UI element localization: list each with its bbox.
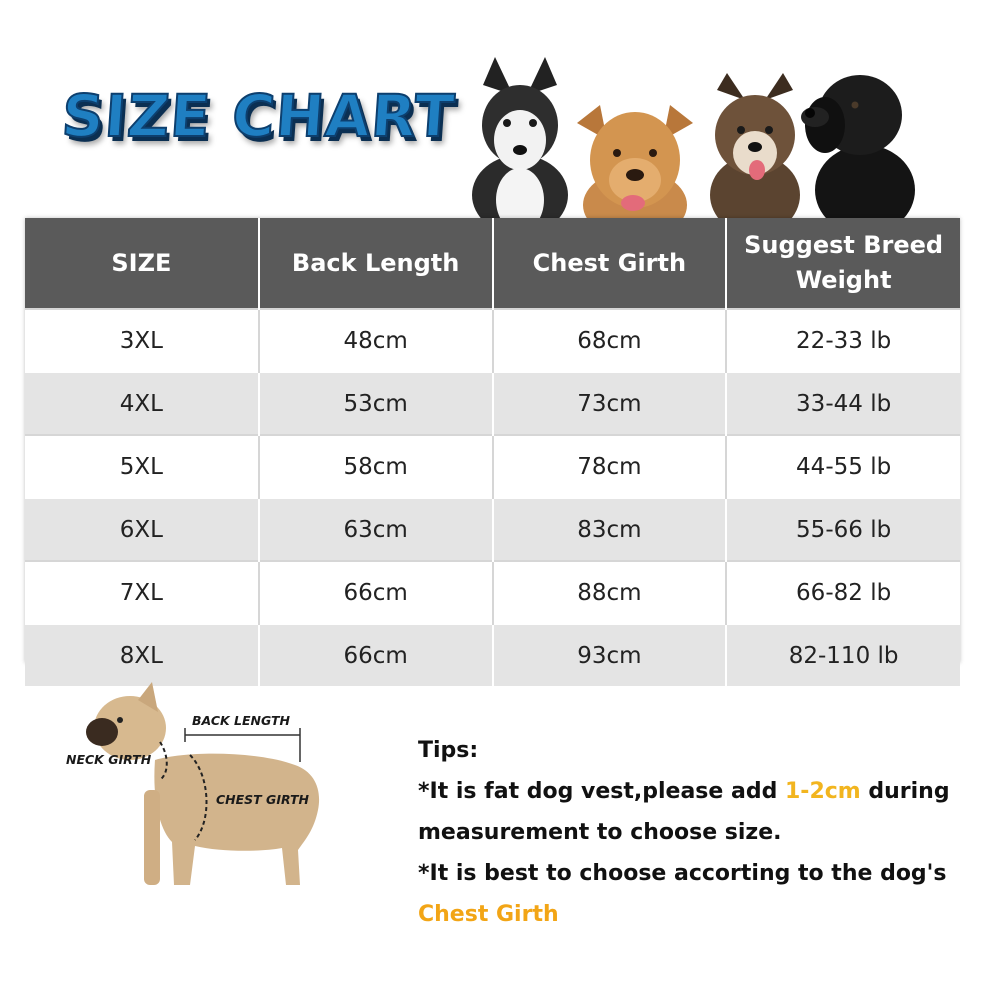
table-row xyxy=(25,309,960,372)
table-row xyxy=(25,435,960,498)
header-suggest-breed-weight: Suggest Breed Weight xyxy=(726,218,960,309)
size-cell: 4XL xyxy=(25,372,259,435)
weight-cell: 66-82 lb xyxy=(726,561,960,624)
back-length-cell: 66cm xyxy=(259,624,493,686)
size-cell: 5XL xyxy=(25,435,259,498)
back-length-cell: 48cm xyxy=(259,309,493,372)
weight-cell: 44-55 lb xyxy=(726,435,960,498)
size-cell: 7XL xyxy=(25,561,259,624)
tip-2-line-1: *It is best to choose accorting to the dog's xyxy=(418,861,947,886)
header-chest-girth: Chest Girth xyxy=(493,218,727,309)
size-table xyxy=(25,218,960,669)
table-row xyxy=(25,498,960,561)
dogs-photo xyxy=(465,55,925,230)
chest-girth-cell: 83cm xyxy=(493,498,727,561)
labrador-dog-image xyxy=(801,75,915,230)
akita-dog-image xyxy=(710,73,800,230)
back-length-cell: 58cm xyxy=(259,435,493,498)
back-length-cell: 63cm xyxy=(259,498,493,561)
size-cell: 8XL xyxy=(25,624,259,686)
header-size: SIZE xyxy=(25,218,259,309)
weight-cell: 22-33 lb xyxy=(726,309,960,372)
measurement-diagram xyxy=(60,680,360,900)
chest-girth-cell: 78cm xyxy=(493,435,727,498)
weight-cell: 55-66 lb xyxy=(726,498,960,561)
tips-section xyxy=(418,730,978,935)
size-cell: 6XL xyxy=(25,498,259,561)
table-row xyxy=(25,624,960,686)
chest-girth-cell: 73cm xyxy=(493,372,727,435)
tip-2-highlight: Chest Girth xyxy=(418,902,559,927)
table-row xyxy=(25,561,960,624)
back-length-cell: 66cm xyxy=(259,561,493,624)
tip-1-line-1 xyxy=(418,771,978,812)
tip-1-prefix: *It is fat dog vest,please add xyxy=(418,779,785,804)
tip-1-highlight: 1-2cm xyxy=(785,779,861,804)
weight-cell: 33-44 lb xyxy=(726,372,960,435)
weight-cell: 82-110 lb xyxy=(726,624,960,686)
tips-heading: Tips: xyxy=(418,738,479,763)
chest-girth-cell: 88cm xyxy=(493,561,727,624)
header-back-length: Back Length xyxy=(259,218,493,309)
page-title: SIZE CHART xyxy=(59,82,458,150)
chest-girth-label: CHEST GIRTH xyxy=(216,792,310,807)
chest-girth-cell: 93cm xyxy=(493,624,727,686)
chest-girth-cell: 68cm xyxy=(493,309,727,372)
neck-girth-label: NECK GIRTH xyxy=(66,752,152,767)
tip-1-suffix: during xyxy=(860,779,950,804)
table-header-row xyxy=(25,218,960,309)
table-row xyxy=(25,372,960,435)
size-cell: 3XL xyxy=(25,309,259,372)
tip-1-line-2: measurement to choose size. xyxy=(418,820,782,845)
husky-dog-image xyxy=(472,57,568,230)
back-length-cell: 53cm xyxy=(259,372,493,435)
back-length-label: BACK LENGTH xyxy=(192,713,291,728)
pitbull-dog-image xyxy=(577,105,693,230)
